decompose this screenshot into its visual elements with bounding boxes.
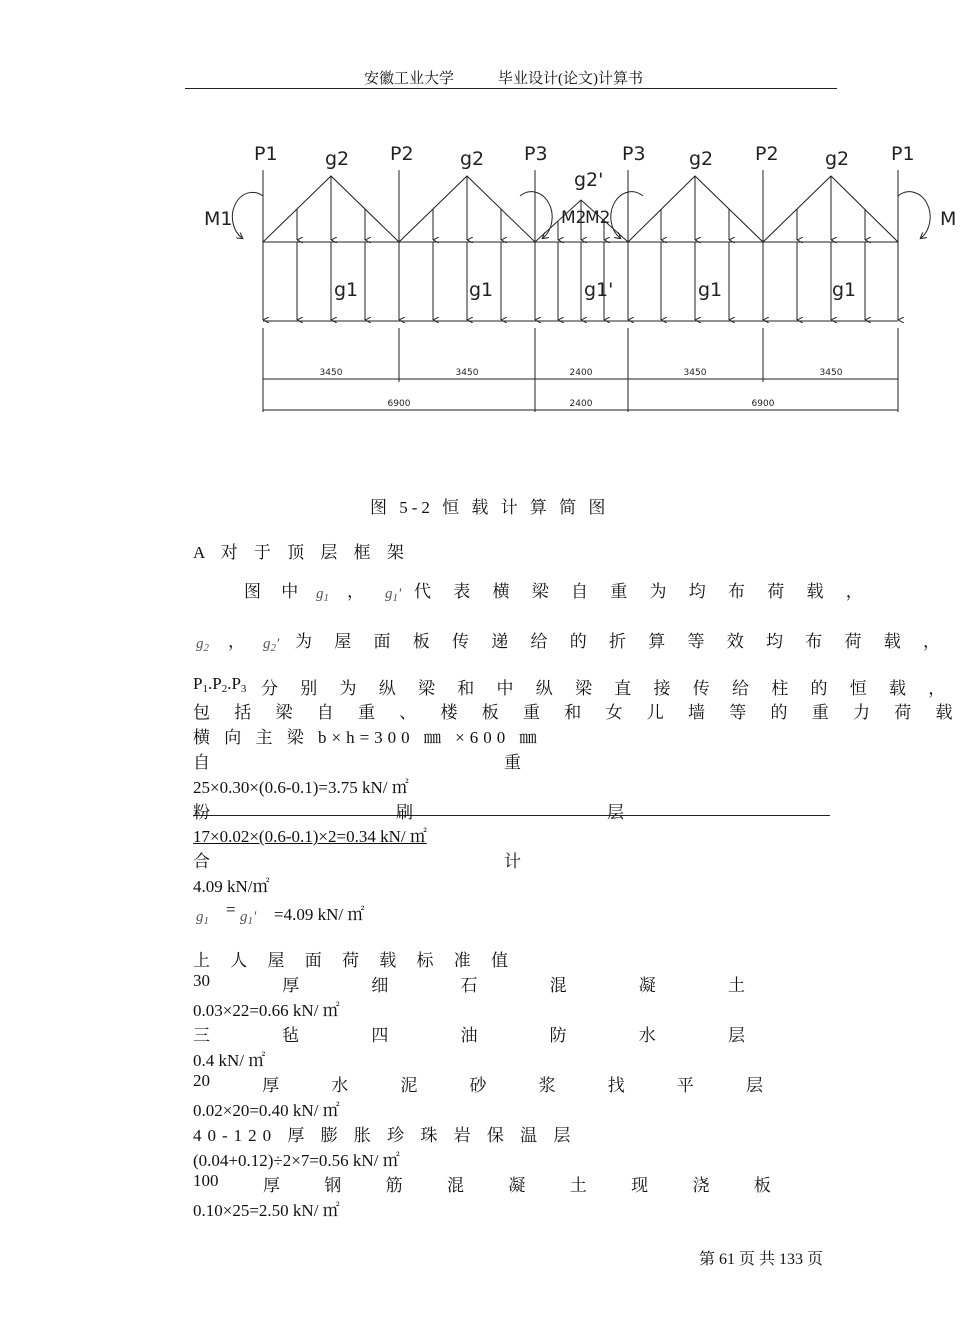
label-g2-3: g2 [689, 148, 714, 170]
dim-2400-1: 2400 [569, 368, 593, 378]
dim-3450-1: 3450 [319, 368, 343, 378]
plaster-underline [193, 815, 830, 816]
eq-symbol-g1-prime: $g_1'$ [240, 909, 257, 927]
self-weight-value: 25×0.30×(0.6-0.1)=3.75 kN/ ㎡ [193, 778, 409, 797]
label-p3-right: P3 [622, 143, 646, 165]
label-m2-left: M2 [561, 208, 587, 228]
dim-2400-2: 2400 [569, 399, 593, 409]
roof-item-1-value: 0.03×22=0.66 kN/ ㎡ [193, 1001, 340, 1020]
roof-item-2-label: 三 毡 四 油 防 水 层 [193, 1026, 745, 1045]
label-m-right: M [940, 208, 957, 230]
p1-text: 代 表 横 梁 自 重 为 均 布 荷 载 ， [414, 582, 872, 601]
dim-6900-1: 6900 [387, 399, 411, 409]
p3-symbols: $P_1.P_2.P_3$ [193, 674, 247, 695]
total-label-b: 计 [504, 852, 521, 871]
dim-3450-3: 3450 [683, 368, 707, 378]
self-weight-label-b: 重 [504, 753, 521, 772]
label-m2-right: M2 [585, 208, 611, 228]
label-g1-2: g1 [469, 279, 494, 301]
roof-item-3-value: 0.02×20=0.40 kN/ ㎡ [193, 1101, 340, 1120]
p3-text: 分 别 为 纵 梁 和 中 纵 梁 直 接 传 给 柱 的 恒 载 ， [261, 679, 955, 698]
comma-1: ， [347, 582, 364, 601]
label-p2-left: P2 [390, 143, 414, 165]
p2-text: 为 屋 面 板 传 递 给 的 折 算 等 效 均 布 荷 载 ， [295, 632, 949, 651]
m1-arc [232, 192, 263, 238]
roof-item-2-value: 0.4 kN/ ㎡ [193, 1051, 266, 1070]
label-g2-2: g2 [460, 148, 485, 170]
self-weight-label-a: 自 [193, 753, 210, 772]
plaster-label-b: 刷 [396, 803, 413, 822]
label-m1: M1 [204, 208, 233, 230]
comma-2: ， [228, 632, 245, 651]
p4-text: 包 括 梁 自 重 、 楼 板 重 和 女 儿 墙 等 的 重 力 荷 载 [193, 703, 963, 722]
g1-equals-value: =4.09 kN/ ㎡ [274, 905, 365, 924]
label-p1-left: P1 [254, 143, 278, 165]
total-value: 4.09 kN/㎡ [193, 877, 270, 896]
label-p2-right: P2 [755, 143, 779, 165]
dim-3450-4: 3450 [819, 368, 843, 378]
plaster-label-a: 粉 [193, 803, 210, 822]
roof-item-5-value: 0.10×25=2.50 kN/ ㎡ [193, 1201, 340, 1220]
label-p1-right: P1 [891, 143, 915, 165]
label-p3-left: P3 [524, 143, 548, 165]
beam-dims: 横 向 主 梁 b×h=300 ㎜ ×600 ㎜ [193, 728, 542, 747]
symbol-g1: $g_1$ [316, 586, 329, 604]
roof-item-1-label: 30 厚 细 石 混 凝 土 [193, 971, 745, 995]
header-university: 安徽工业大学 [364, 71, 455, 87]
label-g1-prime: g1' [584, 279, 614, 301]
header-doc-title: 毕业设计(论文)计算书 [498, 71, 643, 87]
figure-caption: 图 5-2 恒 载 计 算 简 图 [370, 498, 610, 517]
label-g1-4: g1 [832, 279, 857, 301]
symbol-g1-prime: $g_1'$ [385, 586, 402, 604]
p1-lead: 图 中 [244, 582, 307, 601]
roof-item-5-label: 100 厚 钢 筋 混 凝 土 现 浇 板 [193, 1171, 771, 1195]
eq-symbol-g1: $g_1$ [196, 909, 209, 927]
plaster-value: 17×0.02×(0.6-0.1)×2=0.34 kN/ ㎡ [193, 827, 427, 846]
dim-6900-2: 6900 [751, 399, 775, 409]
symbol-g2-prime: $g_2'$ [263, 636, 280, 654]
plaster-label-c: 层 [607, 803, 624, 822]
symbol-g2: $g_2$ [196, 636, 209, 654]
section-a-title: A 对 于 顶 层 框 架 [193, 543, 410, 562]
eq-sign: = [226, 900, 236, 919]
roof-load-title: 上 人 屋 面 荷 载 标 准 值 [193, 951, 516, 970]
dim-3450-2: 3450 [455, 368, 479, 378]
label-g1-3: g1 [698, 279, 723, 301]
roof-item-3-label: 20 厚 水 泥 砂 浆 找 平 层 [193, 1071, 763, 1095]
roof-item-4-value: (0.04+0.12)÷2×7=0.56 kN/ ㎡ [193, 1151, 400, 1170]
load-diagram [0, 0, 957, 470]
label-g2-prime: g2' [574, 169, 604, 191]
page-number: 第 61 页 共 133 页 [699, 1251, 824, 1268]
label-g1-1: g1 [334, 279, 359, 301]
label-g2-1: g2 [325, 148, 350, 170]
label-g2-4: g2 [825, 148, 850, 170]
roof-item-4-label: 40-120 厚 膨 胀 珍 珠 岩 保 温 层 [193, 1126, 577, 1145]
total-label-a: 合 [193, 852, 210, 871]
m-right-arc [898, 192, 930, 238]
